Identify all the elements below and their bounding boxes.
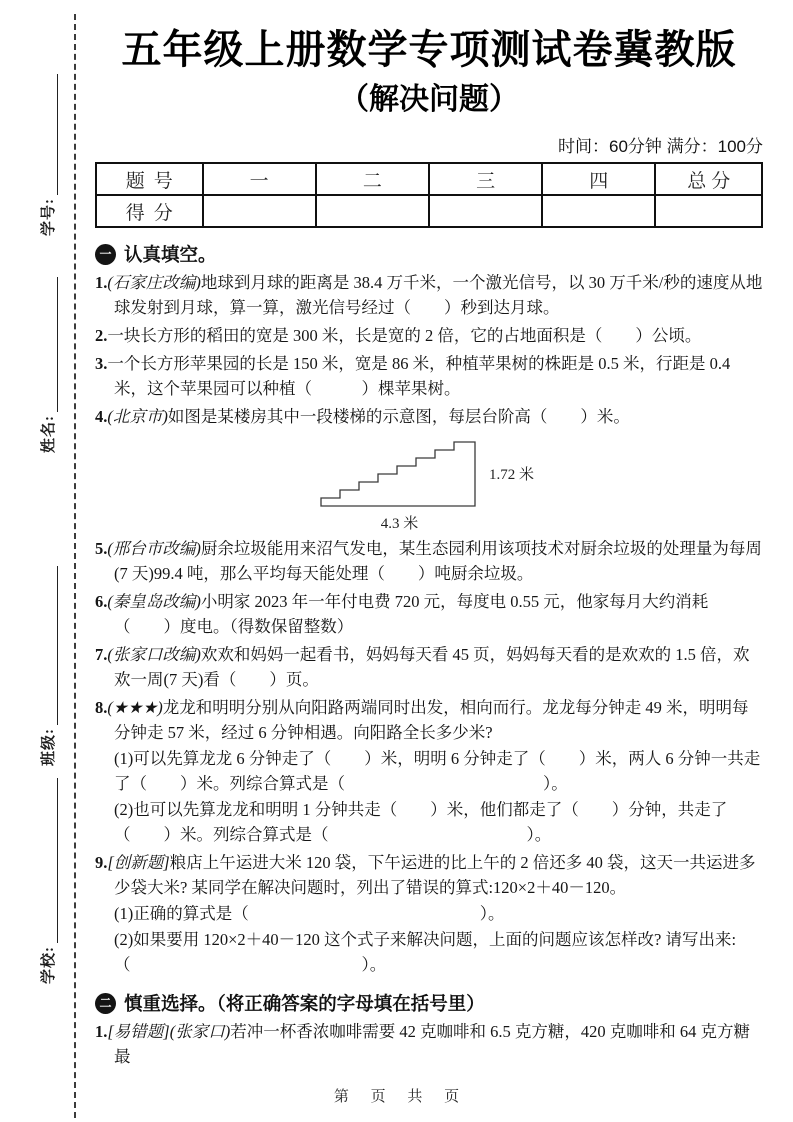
question-6-number: 6. [95, 592, 108, 611]
question-9 [95, 850, 763, 900]
section-one-badge-icon: 一 [95, 244, 116, 265]
section-two-badge-icon: 二 [95, 993, 116, 1014]
score-table-header-row [96, 163, 762, 195]
question-6 [95, 589, 763, 639]
question-9-type-tag: [创新题] [107, 853, 170, 872]
question-8-difficulty-stars: (★★★) [107, 698, 163, 717]
score-col-4: 四 [542, 163, 655, 195]
question-3-text: 一个长方形苹果园的长是 150 米，宽是 86 米，种植苹果树的株距是 0.5 米，行距是 0.4 米，这个苹果园可以种植（ ）棵苹果树。 [107, 354, 731, 398]
stairs-figure [317, 435, 567, 533]
question-7-number: 7. [95, 645, 108, 664]
score-col-label: 题号 [96, 163, 203, 195]
question-4-text: 如图是某楼房其中一段楼梯的示意图，每层台阶高（ ）米。 [167, 407, 630, 426]
side-field-class [34, 566, 58, 766]
stairs-height-label: 1.72 米 [489, 466, 535, 483]
score-col-3: 三 [429, 163, 542, 195]
question-1 [95, 270, 763, 320]
question-2-text: 一块长方形的稻田的宽是 300 米，长是宽的 2 倍，它的占地面积是（ ）公顷。 [107, 326, 702, 345]
question-5-number: 5. [95, 539, 108, 558]
score-col-total: 总分 [655, 163, 762, 195]
name-blank-line [41, 277, 58, 412]
question-1-source-tag: (石家庄改编) [107, 273, 201, 292]
question-4-source-tag: (北京市) [107, 407, 168, 426]
question-8-sub-1: (1)可以先算龙龙 6 分钟走了（ ）米，明明 6 分钟走了（ ）米，两人 6 分钟一共走了（ ）米。列综合算式是（ ）。 [114, 749, 761, 793]
school-label: 学校: [41, 946, 57, 984]
question-5 [95, 536, 763, 586]
question-7-text: 欢欢和妈妈一起看书，妈妈每天看 45 页，妈妈每天看的是欢欢的 1.5 倍，欢欢一周(7 天)看（ ）页。 [114, 645, 750, 689]
question-5-text: 厨余垃圾能用来沼气发电，某生态园利用该项技术对厨余垃圾的处理量为每周(7 天)99.4 吨，那么平均每天能处理（ ）吨厨余垃圾。 [114, 539, 762, 583]
section-two-question-1-text: 若冲一杯香浓咖啡需要 42 克咖啡和 6.5 克方糖，420 克咖啡和 64 克方糖最 [114, 1022, 750, 1066]
section-two-title: 慎重选择。（将正确答案的字母填在括号里） [124, 993, 485, 1014]
score-cell-3 [429, 195, 542, 227]
question-4-number: 4. [95, 407, 108, 426]
name-label: 姓名: [41, 415, 57, 453]
score-cell-2 [316, 195, 429, 227]
question-7-source-tag: (张家口改编) [107, 645, 201, 664]
side-field-name [34, 277, 58, 453]
score-cell-total [655, 195, 762, 227]
question-6-text: 小明家 2023 年一年付电费 720 元，每度电 0.55 元，他家每月大约消耗（ ）度电。（得数保留整数） [114, 592, 709, 636]
student-id-blank-line [41, 74, 58, 195]
student-id-label: 学号: [41, 198, 57, 236]
class-blank-line [41, 566, 58, 725]
section-two-question-1-number: 1. [95, 1022, 108, 1041]
question-9-sub-2: (2)如果要用 120×2＋40－120 这个式子来解决问题，上面的问题应该怎样改? 请写出来:（ ）。 [114, 930, 737, 974]
stairs-width-label: 4.3 米 [380, 516, 419, 532]
question-8 [95, 695, 763, 745]
question-2 [95, 323, 763, 348]
paper-subtitle: （解决问题） [339, 83, 519, 116]
question-6-source-tag: (秦皇岛改编) [107, 592, 201, 611]
score-cell-4 [542, 195, 655, 227]
question-9-sub-1: (1)正确的算式是（ ）。 [114, 904, 505, 923]
question-5-source-tag: (邢台市改编) [107, 539, 201, 558]
question-3 [95, 351, 763, 401]
school-blank-line [41, 778, 58, 943]
exam-time-score-meta: 时间：60分钟 满分：100分 [558, 137, 763, 156]
staircase-diagram [317, 435, 482, 511]
question-4 [95, 404, 763, 429]
side-field-student-id [34, 74, 58, 236]
section-one-header [95, 241, 763, 267]
question-9-number: 9. [95, 853, 108, 872]
question-7 [95, 642, 763, 692]
section-two-question-1 [95, 1019, 763, 1069]
score-col-2: 二 [316, 163, 429, 195]
question-8-sub-2: (2)也可以先算龙龙和明明 1 分钟共走（ ）米，他们都走了（ ）分钟，共走了（ ）米。列综合算式是（ ）。 [114, 800, 728, 844]
score-table-score-row [96, 195, 762, 227]
page-footer: 第 页 共 页 [333, 1089, 469, 1105]
score-cell-1 [203, 195, 316, 227]
question-1-text: 地球到月球的距离是 38.4 万千米，一个激光信号，以 30 万千米/秒的速度从地球发射到月球，算一算，激光信号经过（ ）秒到达月球。 [114, 273, 763, 317]
section-two-header [95, 990, 763, 1016]
side-field-school [34, 778, 58, 984]
score-table [95, 162, 763, 228]
paper-title: 五年级上册数学专项测试卷冀教版 [121, 28, 737, 72]
question-8-number: 8. [95, 698, 108, 717]
section-two-question-1-source-tag: [易错题](张家口) [107, 1022, 231, 1041]
question-2-number: 2. [95, 326, 108, 345]
question-1-number: 1. [95, 273, 108, 292]
question-8-text: 龙龙和明明分别从向阳路两端同时出发，相向而行。龙龙每分钟走 49 米，明明每分钟走 57 米，经过 6 分钟相遇。向阳路全长多少米? [114, 698, 749, 742]
section-one-title: 认真填空。 [124, 244, 217, 265]
score-row-label: 得分 [96, 195, 203, 227]
margin-dashed-divider [74, 14, 76, 1118]
question-3-number: 3. [95, 354, 108, 373]
class-label: 班级: [41, 728, 57, 766]
score-col-1: 一 [203, 163, 316, 195]
paper-content [95, 26, 763, 1069]
question-9-text: 粮店上午运进大米 120 袋，下午运进的比上午的 2 倍还多 40 袋，这天一共运进多少袋大米? 某同学在解决问题时，列出了错误的算式:120×2＋40－120。 [114, 853, 756, 897]
